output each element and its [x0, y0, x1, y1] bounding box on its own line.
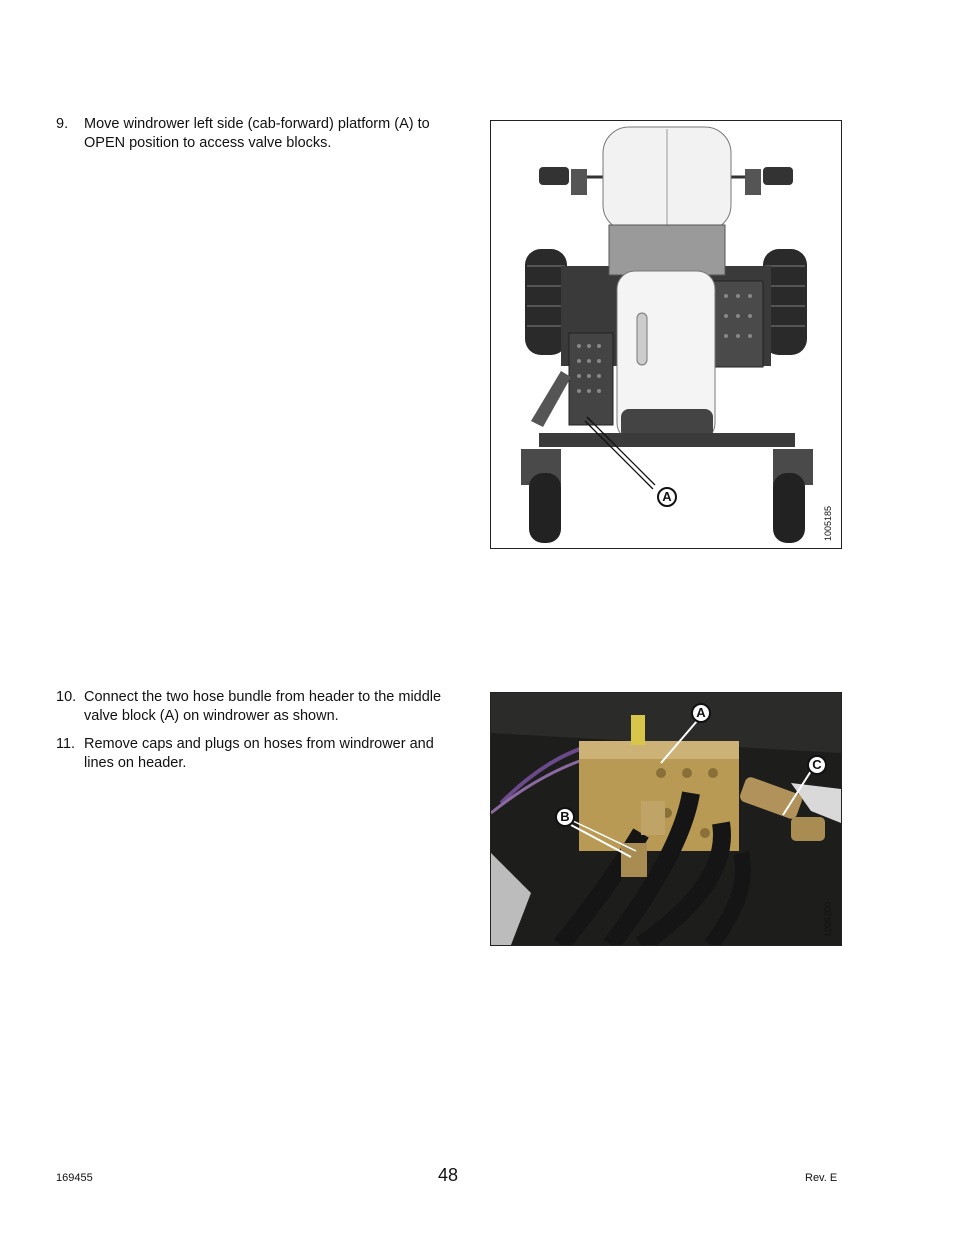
windrower-illustration	[491, 121, 841, 548]
step-number: 11.	[56, 736, 76, 752]
step-text: Move windrower left side (cab-forward) platform (A) to OPEN position to access valve blocks.	[84, 116, 430, 151]
callout-a: A	[691, 703, 711, 723]
step-9	[56, 115, 466, 153]
figure-id-label: 1005185	[823, 505, 833, 541]
step-number: 9.	[56, 116, 69, 132]
step-text: Connect the two hose bundle from header to the middle valve block (A) on windrower as shown.	[84, 689, 442, 724]
doc-number: 169455	[56, 1172, 93, 1184]
figure-id-label: 1005200	[823, 901, 833, 937]
revision: Rev. E	[805, 1172, 838, 1184]
page-number: 48	[438, 1165, 459, 1185]
step-11	[56, 735, 466, 773]
figure-valve-block	[490, 692, 842, 946]
step-10	[56, 688, 466, 726]
callout-b: B	[555, 807, 575, 827]
step-number: 10.	[56, 689, 77, 705]
valve-block-photo	[491, 693, 841, 945]
callout-a: A	[657, 487, 677, 507]
figure-windrower-platform	[490, 120, 842, 549]
callout-c: C	[807, 755, 827, 775]
step-text: Remove caps and plugs on hoses from windrower and lines on header.	[84, 736, 434, 771]
